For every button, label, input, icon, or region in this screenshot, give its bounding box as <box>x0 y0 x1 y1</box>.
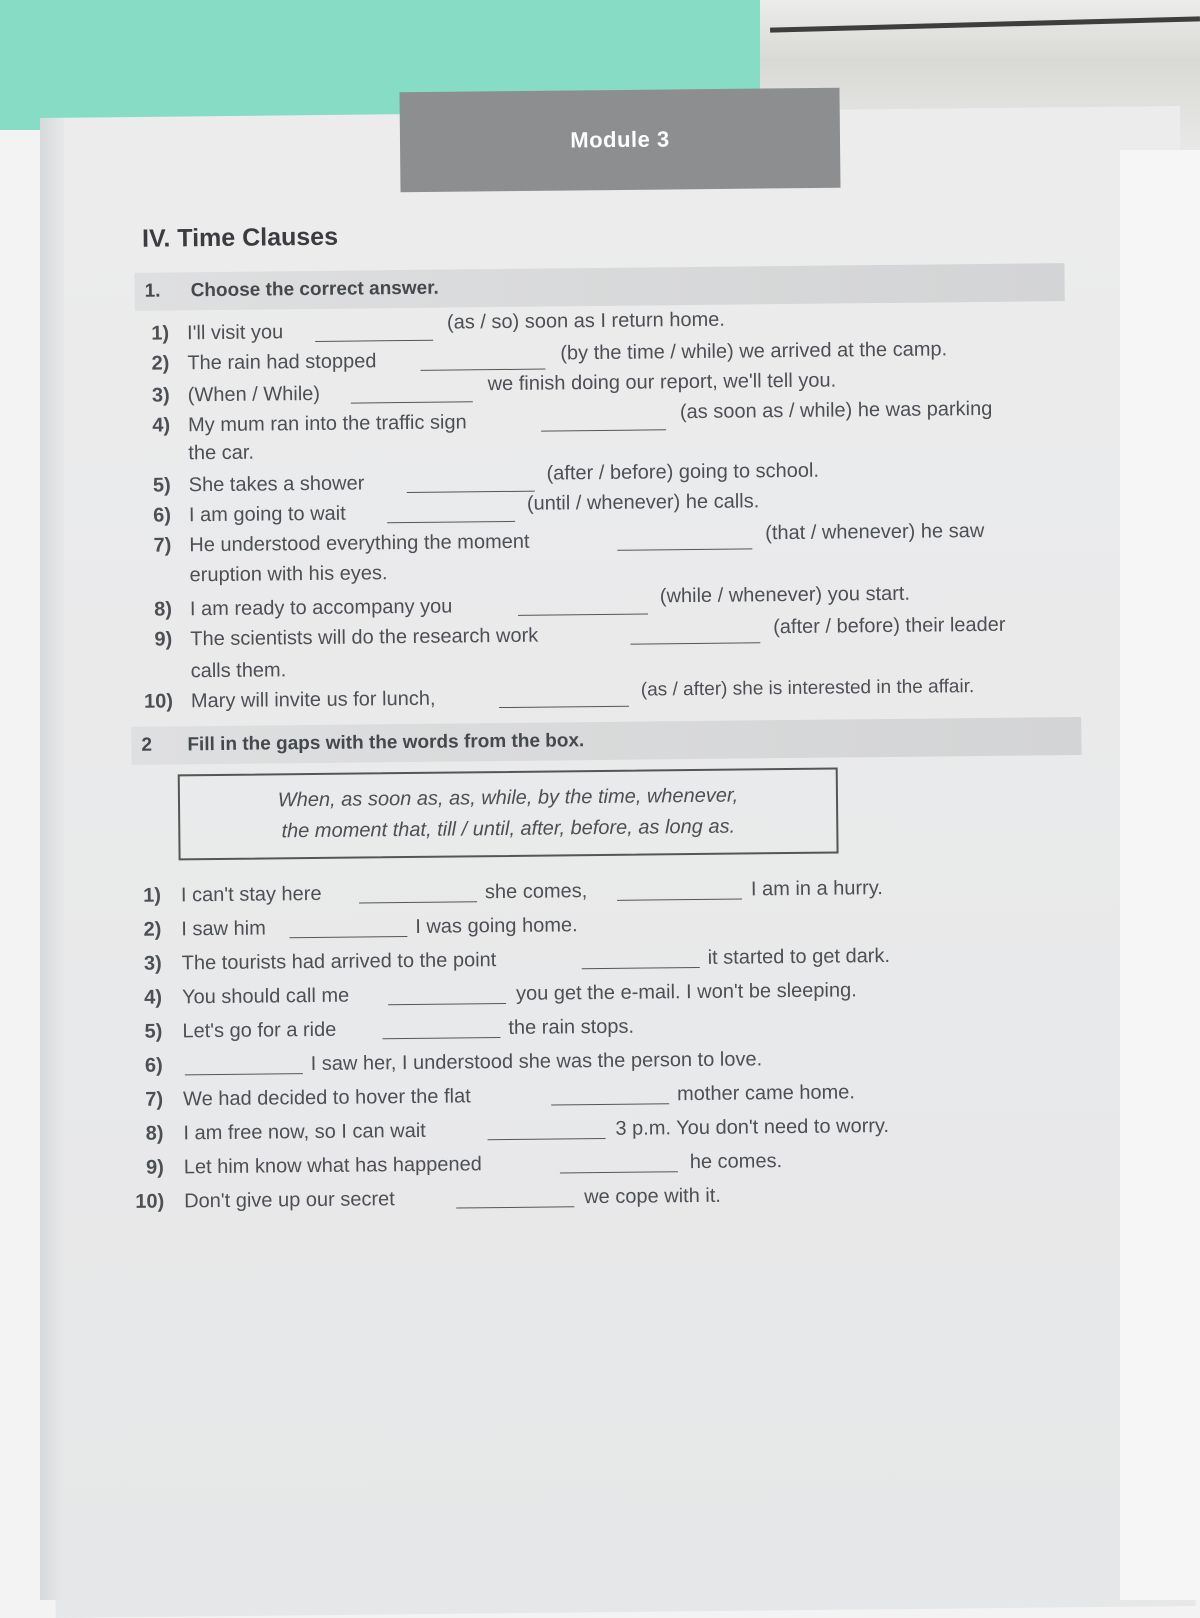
answer-gap[interactable] <box>351 383 473 403</box>
answer-gap[interactable] <box>420 351 545 371</box>
page-content: IV. Time Clauses 1. Choose the correct answer. 1) I'll visit you (as / so) soon as I return home. 2) The rain had stopped (by the time / while) we arrived at the camp. 3) (When / While) we finish doing our report, we'll tell you. 4) My mum ran into the traffic sign (as soon as / while) he was parking the car. 5) She takes a shower (after / before) going to school. 6) I am going to wait (until / whenever) he calls. 7) He understood everything the moment (that / whenever) he saw eruption with his eyes. 8) I am ready to accompany you (while / whenever) you start. 9) The scientists will do the research work (after / before) their leader calls them. 10) Mary will invite us for lunch, (as / after) she is interested in the affair. 2 Fill in the gaps with the words from the box. When, as soon as, as, while, by the time, whenever, the moment that, till / until, after, before, as long as. 1) I can't stay here she comes, I am in a hurry. 2) I saw him I was going home. 3) The tourists had arrived to the point it started to get dark. 4) You should call me you get the e-mail. I won't be sleeping. 5) Let's go for a ride the rain stops. 6) I saw her, I understood she was the person to love. 7) We had decided to hover the flat mother came home. 8) I am free now, so I can wait 3 p.m. You don't need to worry. 9) Let him know what has happened he comes. 10) Don't give up our secret we cope with it. <box>0 0 1200 1606</box>
answer-gap[interactable] <box>541 411 666 431</box>
answer-gap[interactable] <box>582 949 700 969</box>
answer-gap[interactable] <box>359 883 477 903</box>
answer-gap[interactable] <box>617 881 742 901</box>
answer-gap[interactable] <box>551 1085 669 1105</box>
task-2-instruction: Fill in the gaps with the words from the box. <box>187 730 585 756</box>
task-1-number: 1. <box>144 280 161 302</box>
word-box <box>178 768 839 861</box>
module-label: Module 3 <box>570 126 670 153</box>
task-1-instruction: Choose the correct answer. <box>190 277 439 302</box>
word-box-line: the moment that, till / until, after, before, as long as. <box>281 815 736 843</box>
answer-gap[interactable] <box>407 473 535 493</box>
answer-gap[interactable] <box>185 1055 303 1075</box>
answer-gap[interactable] <box>289 918 407 938</box>
answer-gap[interactable] <box>499 688 629 708</box>
answer-gap[interactable] <box>387 503 515 523</box>
answer-gap[interactable] <box>388 985 506 1005</box>
task-2-number: 2 <box>141 734 153 756</box>
answer-gap[interactable] <box>382 1019 500 1039</box>
answer-gap[interactable] <box>630 624 760 644</box>
answer-gap[interactable] <box>617 530 752 550</box>
word-box-line: When, as soon as, as, while, by the time, whenever, <box>277 784 739 812</box>
answer-gap[interactable] <box>315 322 433 342</box>
section-title: IV. Time Clauses <box>141 222 339 253</box>
answer-gap[interactable] <box>456 1188 574 1208</box>
task-1-header <box>134 263 1064 311</box>
answer-gap[interactable] <box>560 1153 678 1173</box>
answer-gap[interactable] <box>487 1120 605 1140</box>
answer-gap[interactable] <box>518 595 648 615</box>
task-2-header <box>131 717 1081 765</box>
